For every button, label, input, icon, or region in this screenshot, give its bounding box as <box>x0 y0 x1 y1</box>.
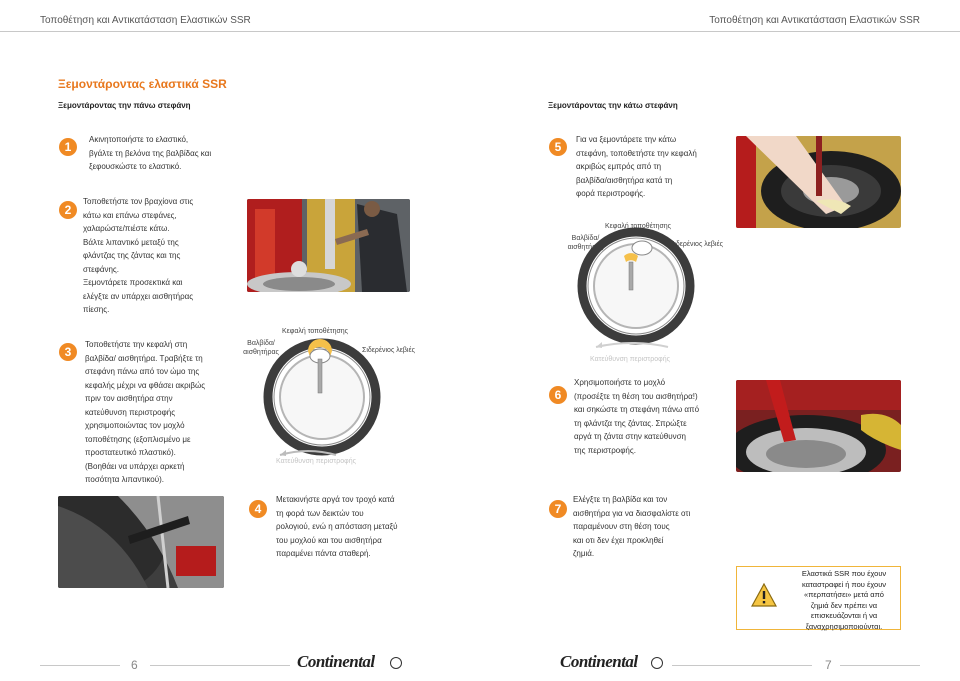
diagram-left-head-label: Κεφαλή τοποθέτησης <box>282 328 349 335</box>
diagram-right-rotation-label: Κατεύθυνση περιστροφής <box>590 356 670 363</box>
step-text-7: Ελέγξτε τη βαλβίδα και τον αισθητήρα για να διασφαλίστε οτι παραμένουν στη θέση τους και οτι δεν έχει προκληθεί ζημιά. <box>573 495 691 558</box>
step-text-1: Ακινητοποιήστε το ελαστικό, βγάλτε τη βελόνα της βαλβίδας και ξεφουσκώστε το ελαστικό. <box>89 135 212 171</box>
tyre-diagram-left <box>262 337 382 457</box>
footer-rule-right-b <box>840 665 920 666</box>
lever-close-up-photo <box>58 496 224 588</box>
warning-triangle-icon <box>751 583 777 607</box>
diagram-left-rotation-label: Κατεύθυνση περιστροφής <box>276 458 356 465</box>
footer-rule-right-a <box>672 665 812 666</box>
rotation-arrow-right <box>592 336 672 346</box>
step-text-5: Για να ξεμοντάρετε την κάτω στεφάνη, τοποθετήστε την κεφαλή ακριβώς εμπρός από τη βαλβίδα/αισθητήρα κατά τη φορά περιστροφής. <box>576 135 697 198</box>
right-column-heading: Ξεμοντάροντας την κάτω στεφάνη <box>548 101 678 110</box>
section-title: Ξεμοντάροντας ελαστικά SSR <box>58 77 227 91</box>
footer-rule-left-a <box>40 665 120 666</box>
diagram-right-head-label: Κεφαλή τοποθέτησης <box>605 223 672 230</box>
left-column-heading: Ξεμοντάροντας την πάνω στεφάνη <box>58 101 191 110</box>
step-badge-2: 2 <box>59 201 77 219</box>
diagram-right-lever-label: Σιδερένιος λεβιές <box>670 241 723 248</box>
horse-emblem-icon-right <box>651 657 663 669</box>
header-divider <box>0 31 960 32</box>
page-number-left: 6 <box>131 658 138 672</box>
diagram-right-valve-label: Βαλβίδα/ αισθητήρας <box>567 235 604 251</box>
page-header-right: Τοποθέτηση και Αντικατάσταση Ελαστικών SSR <box>709 15 920 26</box>
page-number-right: 7 <box>825 658 832 672</box>
rotation-arrow-left <box>276 444 340 454</box>
step-text-6: Χρησιμοποιήστε το μοχλό (προσέξτε τη θέση του αισθητήρα!) και σηκώστε τη στεφάνη πάνω από τη φλάντζα της ζάντας. Σπρώξτε αργά τη ζάντα στην κατεύθυνση της περιστροφής. <box>574 378 700 455</box>
page-header-left: Τοποθέτηση και Αντικατάσταση Ελαστικών SSR <box>40 15 251 26</box>
step-badge-4: 4 <box>249 500 267 518</box>
footer-rule-left-b <box>150 665 290 666</box>
step-badge-1: 1 <box>59 138 77 156</box>
continental-logo-right: Continental <box>560 652 638 671</box>
warning-box <box>736 566 901 630</box>
diagram-left-lever-label: Σιδερένιος λεβιές <box>362 347 415 354</box>
wheel-rim-photo <box>736 380 901 472</box>
step-badge-7: 7 <box>549 500 567 518</box>
step-badge-3: 3 <box>59 343 77 361</box>
tyre-diagram-right <box>576 226 696 346</box>
tyre-changer-photo <box>247 199 410 292</box>
step-text-3: Τοποθετήστε την κεφαλή στη βαλβίδα/ αισθητήρα. Τραβήξτε τη στεφάνη πάνω από τον ώμο της κεφαλής μέχρι να φθάσει ακριβώς πριν τον αισθητήρα στην κατεύθυνση περιστροφής χρησιμοποιώντας τον μοχλό τοποθέτησης (εξοπλισμένο με προστατευτικό πλαστικό). (Βοηθάει να υπάρχει αρκετή ποσότητα λιπαντικού). <box>85 340 206 484</box>
step-badge-5: 5 <box>549 138 567 156</box>
bottom-bead-photo <box>736 136 901 228</box>
step-text-2: Τοποθετήστε τον βραχίονα στις κάτω και επάνω στεφάνες, χαλαρώστε/πιέστε κάτω. Βάλτε λιπαντικό μεταξύ της φλάντζας της ζάντας και της στεφάνης. Ξεμοντάρετε προσεκτικά και ελέγξτε αν υπάρχει αισθητήρας πίεσης. <box>83 197 194 314</box>
step-text-4: Μετακινήστε αργά τον τροχό κατά τη φορά των δεικτών του ρολογιού, ενώ η απόσταση μεταξύ του μοχλού και του αισθητήρα παραμένει πάντα σταθερή. <box>276 495 398 558</box>
horse-emblem-icon-left <box>390 657 402 669</box>
step-badge-6: 6 <box>549 386 567 404</box>
diagram-left-valve-label: Βαλβίδα/ αισθητήρας <box>243 340 279 356</box>
continental-logo-left: Continental <box>297 652 375 671</box>
warning-text: Ελαστικά SSR που έχουν καταστραφεί ή που έχουν «περπατήσει» μετά από ζημιά δεν πρέπει να επισκευάζονται ή να ξαναχρησιμοποιούνται. <box>801 569 887 631</box>
